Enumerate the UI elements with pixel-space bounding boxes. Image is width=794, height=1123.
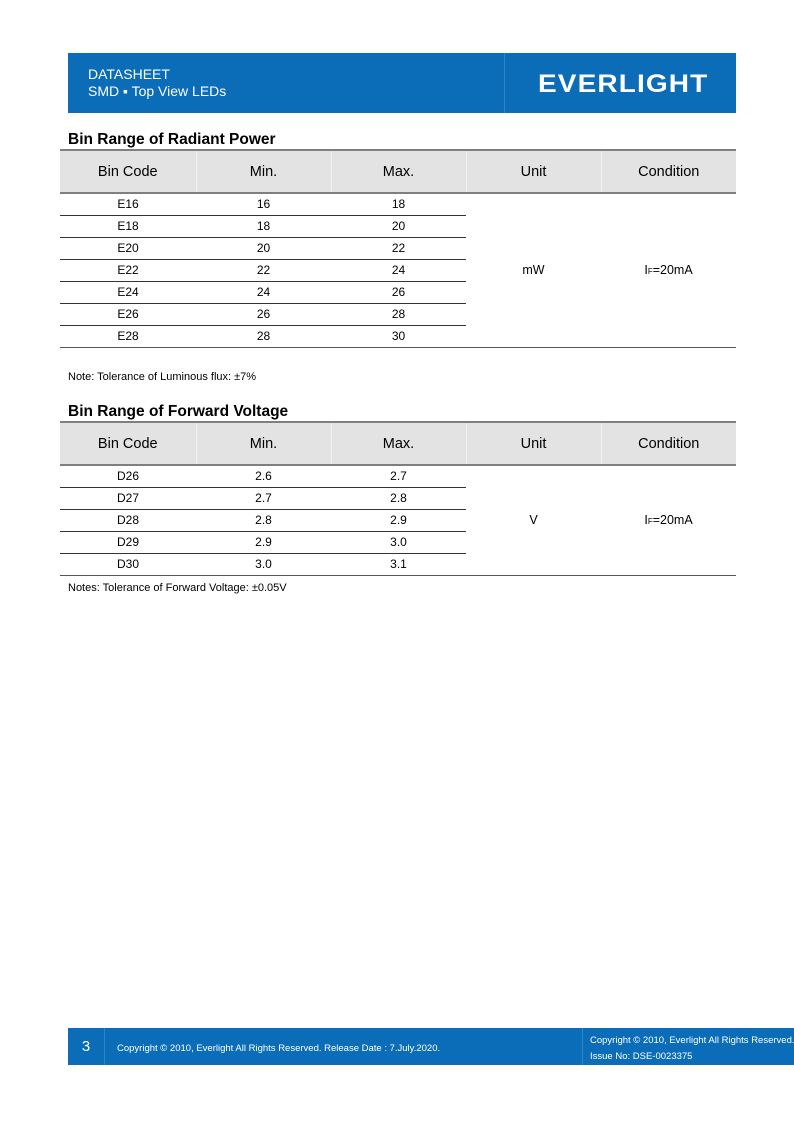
footer-copyright: Copyright © 2010, Everlight All Rights Reserved. xyxy=(590,1035,794,1046)
max-value: 18 xyxy=(331,193,466,216)
max-value: 2.7 xyxy=(331,465,466,488)
footer-release-text: Copyright © 2010, Everlight All Rights Reserved. Release Date : 7.July.2020. xyxy=(117,1043,441,1054)
bin-code: E22 xyxy=(60,260,196,282)
col-header-min: Min. xyxy=(196,150,331,193)
min-value: 2.7 xyxy=(196,488,331,510)
unit-cell: V xyxy=(466,465,601,576)
table-row xyxy=(60,193,736,216)
bin-code: E28 xyxy=(60,326,196,348)
col-header-max: Max. xyxy=(331,422,466,465)
max-value: 30 xyxy=(331,326,466,348)
bin-code: D27 xyxy=(60,488,196,510)
bin-code: D29 xyxy=(60,532,196,554)
max-value: 28 xyxy=(331,304,466,326)
page-header xyxy=(68,53,736,113)
radiant-power-note: Note: Tolerance of Luminous flux: ±7% xyxy=(68,371,257,383)
max-value: 20 xyxy=(331,216,466,238)
bin-code: D26 xyxy=(60,465,196,488)
table-row xyxy=(60,465,736,488)
col-header-unit: Unit xyxy=(466,150,601,193)
max-value: 22 xyxy=(331,238,466,260)
min-value: 2.9 xyxy=(196,532,331,554)
min-value: 3.0 xyxy=(196,554,331,576)
max-value: 3.0 xyxy=(331,532,466,554)
condition-prefix: I xyxy=(644,512,648,527)
col-header-min: Min. xyxy=(196,422,331,465)
condition-subscript: F xyxy=(647,516,653,526)
col-header-bin-code: Bin Code xyxy=(60,150,196,193)
forward-voltage-table xyxy=(60,421,736,576)
max-value: 2.9 xyxy=(331,510,466,532)
min-value: 26 xyxy=(196,304,331,326)
bin-code: E26 xyxy=(60,304,196,326)
condition-subscript: F xyxy=(647,266,653,276)
min-value: 2.6 xyxy=(196,465,331,488)
col-header-max: Max. xyxy=(331,150,466,193)
col-header-condition: Condition xyxy=(601,422,736,465)
radiant-power-table xyxy=(60,149,736,348)
everlight-logo: EVERLIGHT xyxy=(538,70,709,98)
col-header-bin-code: Bin Code xyxy=(60,422,196,465)
page-number: 3 xyxy=(68,1028,105,1065)
bin-code: D30 xyxy=(60,554,196,576)
header-divider xyxy=(504,53,505,113)
min-value: 16 xyxy=(196,193,331,216)
min-value: 24 xyxy=(196,282,331,304)
footer-issue-number: Issue No: DSE-0023375 xyxy=(590,1051,693,1062)
condition-cell xyxy=(601,193,736,348)
min-value: 2.8 xyxy=(196,510,331,532)
condition-suffix: =20mA xyxy=(652,512,693,527)
footer-divider xyxy=(582,1028,583,1065)
bin-code: E16 xyxy=(60,193,196,216)
bin-code: E20 xyxy=(60,238,196,260)
min-value: 18 xyxy=(196,216,331,238)
min-value: 28 xyxy=(196,326,331,348)
forward-voltage-note: Notes: Tolerance of Forward Voltage: ±0.05V xyxy=(68,582,287,594)
unit-cell: mW xyxy=(466,193,601,348)
forward-voltage-title: Bin Range of Forward Voltage xyxy=(68,403,289,420)
radiant-power-title: Bin Range of Radiant Power xyxy=(68,131,276,148)
table-header-row xyxy=(60,150,736,193)
max-value: 24 xyxy=(331,260,466,282)
min-value: 20 xyxy=(196,238,331,260)
col-header-unit: Unit xyxy=(466,422,601,465)
bin-code: D28 xyxy=(60,510,196,532)
doc-type-label: DATASHEET xyxy=(88,66,170,82)
condition-prefix: I xyxy=(644,262,648,277)
col-header-condition: Condition xyxy=(601,150,736,193)
condition-suffix: =20mA xyxy=(652,262,693,277)
table-header-row xyxy=(60,422,736,465)
bin-code: E18 xyxy=(60,216,196,238)
min-value: 22 xyxy=(196,260,331,282)
max-value: 2.8 xyxy=(331,488,466,510)
bin-code: E24 xyxy=(60,282,196,304)
doc-subtitle: SMD ▪ Top View LEDs xyxy=(88,83,227,99)
condition-cell xyxy=(601,465,736,576)
page-footer xyxy=(68,1028,794,1065)
max-value: 3.1 xyxy=(331,554,466,576)
max-value: 26 xyxy=(331,282,466,304)
